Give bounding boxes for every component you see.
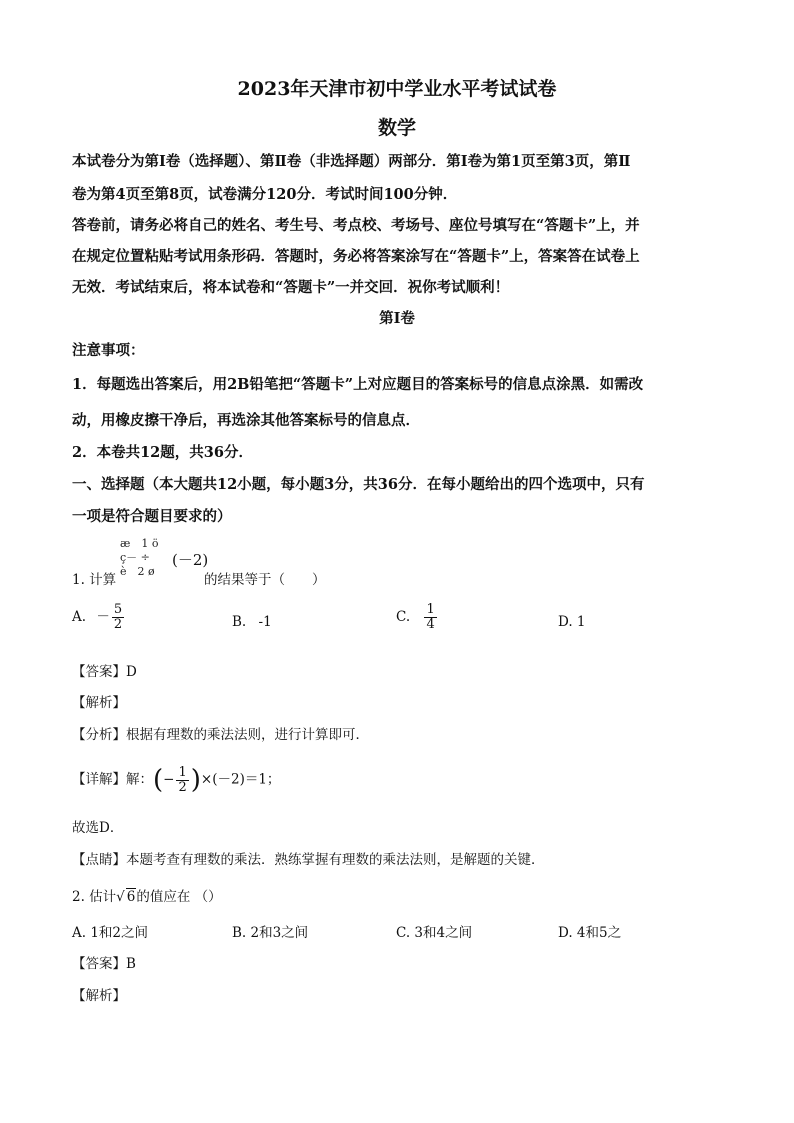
question-2-stem [72,885,222,905]
option-c-label: C. [396,609,411,625]
question-1-answer: 【答案】D [72,664,137,680]
notes-label: 注意事项： [72,342,145,359]
question-2-option-d: D. 4和5之 [558,925,622,941]
intro-line-4: 在规定位置粘贴考试用条形码．答题时，务必将答案涂写在“答题卡”上，答案答在试卷上 [72,248,640,265]
question-1-fenxi [72,723,369,743]
note-1-line-1: 1．每题选出答案后，用2B铅笔把“答题卡”上对应题目的答案标号的信息点涂黑．如需改 [72,376,644,393]
option-a-fraction [112,603,124,632]
option-a [72,603,126,632]
xiangjie-prefix: 解： [126,771,153,788]
option-b-value: -1 [258,614,272,630]
intro-line-3: 答卷前，请务必将自己的姓名、考生号、考点校、考场号、座位号填写在“答题卡”上，并 [72,217,640,234]
xiangjie-numerator: 1 [178,764,187,780]
option-b [232,614,272,630]
close-paren: ) [190,765,201,795]
option-a-sign: － [96,609,110,625]
question-1-conclusion: 故选D． [72,820,124,836]
section-heading: 第Ⅰ卷 [379,310,415,327]
question-2-prefix: 2. 估计 [72,889,117,905]
question-2-suffix: 的值应在 （） [136,889,222,905]
part-1-instructions-line-1: 一、选择题（本大题共12小题，每小题3分，共36分．在每小题给出的四个选项中，只有 [72,476,645,493]
question-1-dianjing [72,848,545,868]
option-a-label: A. [72,609,87,625]
note-2: 2．本卷共12题，共36分． [72,444,253,461]
intro-line-5: 无效．考试结束后，将本试卷和“答题卡”一并交回．祝你考试顺利！ [72,279,510,296]
option-b-label: B. [232,614,247,630]
option-c [396,603,439,632]
question-1-analysis-label: 【解析】 [72,695,126,711]
xiangjie-tag: 【详解】 [72,771,126,788]
option-a-denominator: 2 [113,617,123,632]
fenxi-tag: 【分析】 [72,727,126,743]
dianjing-text: 本题考查有理数的乘法．熟练掌握有理数的乘法法则，是解题的关键． [126,852,545,868]
question-1-expr-mid: ç－ ÷ [120,551,150,564]
subject-title: 数学 [377,117,416,139]
xiangjie-rest: ×(－2)＝1； [200,771,281,788]
option-c-numerator: 1 [426,602,435,617]
question-1-prefix: 1. 计算 [72,572,117,588]
question-2-answer: 【答案】B [72,956,136,972]
option-a-numerator: 5 [113,602,123,617]
question-2-analysis-label: 【解析】 [72,988,126,1004]
question-2-option-a: A. 1和2之间 [72,925,149,941]
intro-line-2: 卷为第4页至第8页，试卷满分120分．考试时间100分钟． [72,186,458,203]
xiangjie-fraction [176,766,188,795]
question-2-option-b: B. 2和3之间 [232,925,309,941]
note-1-line-2: 动，用橡皮擦干净后，再选涂其他答案标号的信息点． [72,412,420,429]
question-1-suffix: 的结果等于（ ） [204,572,326,588]
question-1-expr-bot: è 2 ø [120,565,155,578]
option-c-fraction [424,603,436,632]
question-2-option-c: C. 3和4之间 [396,925,473,941]
option-c-denominator: 4 [426,617,435,632]
question-2-radicand: 6 [126,889,136,905]
question-1-xiangjie: 【详解】解：(− $\frac{1}{2}$ )×(－2)＝1； [72,764,281,795]
xiangjie-denominator: 2 [178,779,187,795]
page-title: 2023年天津市初中学业水平考试试卷 [237,78,557,100]
question-1-expr-top: æ 1 ö [120,537,159,550]
part-1-instructions-line-2: 一项是符合题目要求的） [72,508,232,525]
fenxi-text: 根据有理数的乘法法则，进行计算即可． [126,727,369,743]
question-1-expr-tail: (－2) [172,551,209,569]
option-d: D. 1 [558,614,586,630]
open-paren: ( [153,765,164,795]
intro-line-1: 本试卷分为第Ⅰ卷（选择题）、第Ⅱ卷（非选择题）两部分．第Ⅰ卷为第1页至第3页，第Ⅱ [72,153,631,170]
dianjing-tag: 【点睛】 [72,852,126,868]
sqrt-icon: √ 6 [116,889,136,905]
